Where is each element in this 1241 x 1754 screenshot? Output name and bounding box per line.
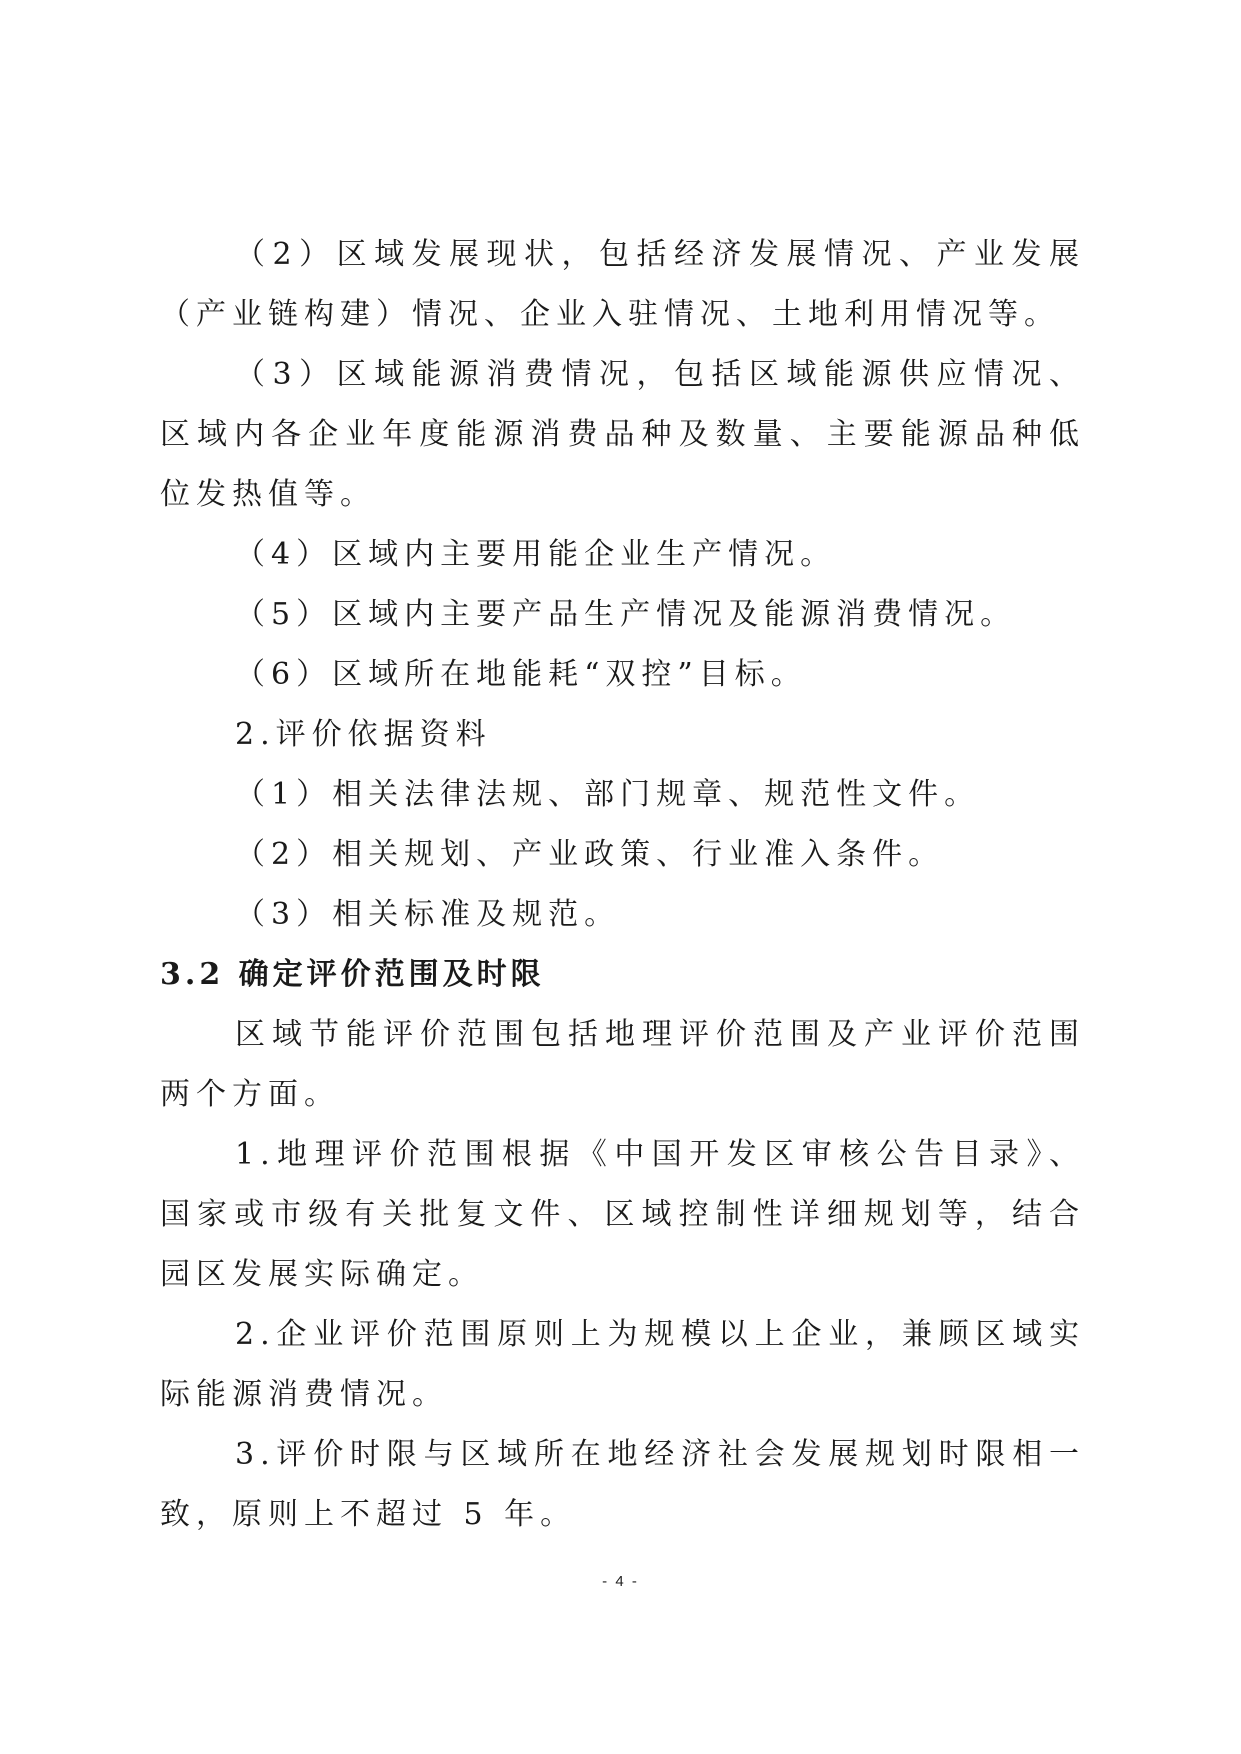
document-body [160,225,1085,1545]
paragraph-region-development-status: （2）区域发展现状，包括经济发展情况、产业发展（产业链构建）情况、企业入驻情况、土地利用情况等。 [160,237,1085,332]
paragraph-scope-overview: 区域节能评价范围包括地理评价范围及产业评价范围两个方面。 [160,1017,1085,1112]
paragraph-region-energy-consumption: （3）区域能源消费情况，包括区域能源供应情况、区域内各企业年度能源消费品种及数量、主要能源品种低位发热值等。 [160,357,1085,512]
section-heading-3-2: 3.2 确定评价范围及时限 [160,957,545,992]
page-number: - 4 - [602,1573,639,1590]
paragraph-dual-control-target: （6）区域所在地能耗“双控”目标。 [235,657,807,692]
paragraph-time-limit: 3.评价时限与区域所在地经济社会发展规划时限相一致，原则上不超过 5 年。 [160,1437,1085,1532]
paragraph-geographic-scope: 1.地理评价范围根据《中国开发区审核公告目录》、国家或市级有关批复文件、区域控制性详细规划等，结合园区发展实际确定。 [160,1137,1085,1292]
paragraph-standards: （3）相关标准及规范。 [235,897,621,932]
paragraph-enterprise-scope: 2.企业评价范围原则上为规模以上企业，兼顾区域实际能源消费情况。 [160,1317,1085,1412]
paragraph-plans-policies: （2）相关规划、产业政策、行业准入条件。 [235,837,945,872]
paragraph-laws-regulations: （1）相关法律法规、部门规章、规范性文件。 [235,777,981,812]
paragraph-key-enterprises-production: （4）区域内主要用能企业生产情况。 [235,537,837,572]
paragraph-key-products-production: （5）区域内主要产品生产情况及能源消费情况。 [235,597,1017,632]
subheading-evaluation-basis: 2.评价依据资料 [235,717,492,752]
